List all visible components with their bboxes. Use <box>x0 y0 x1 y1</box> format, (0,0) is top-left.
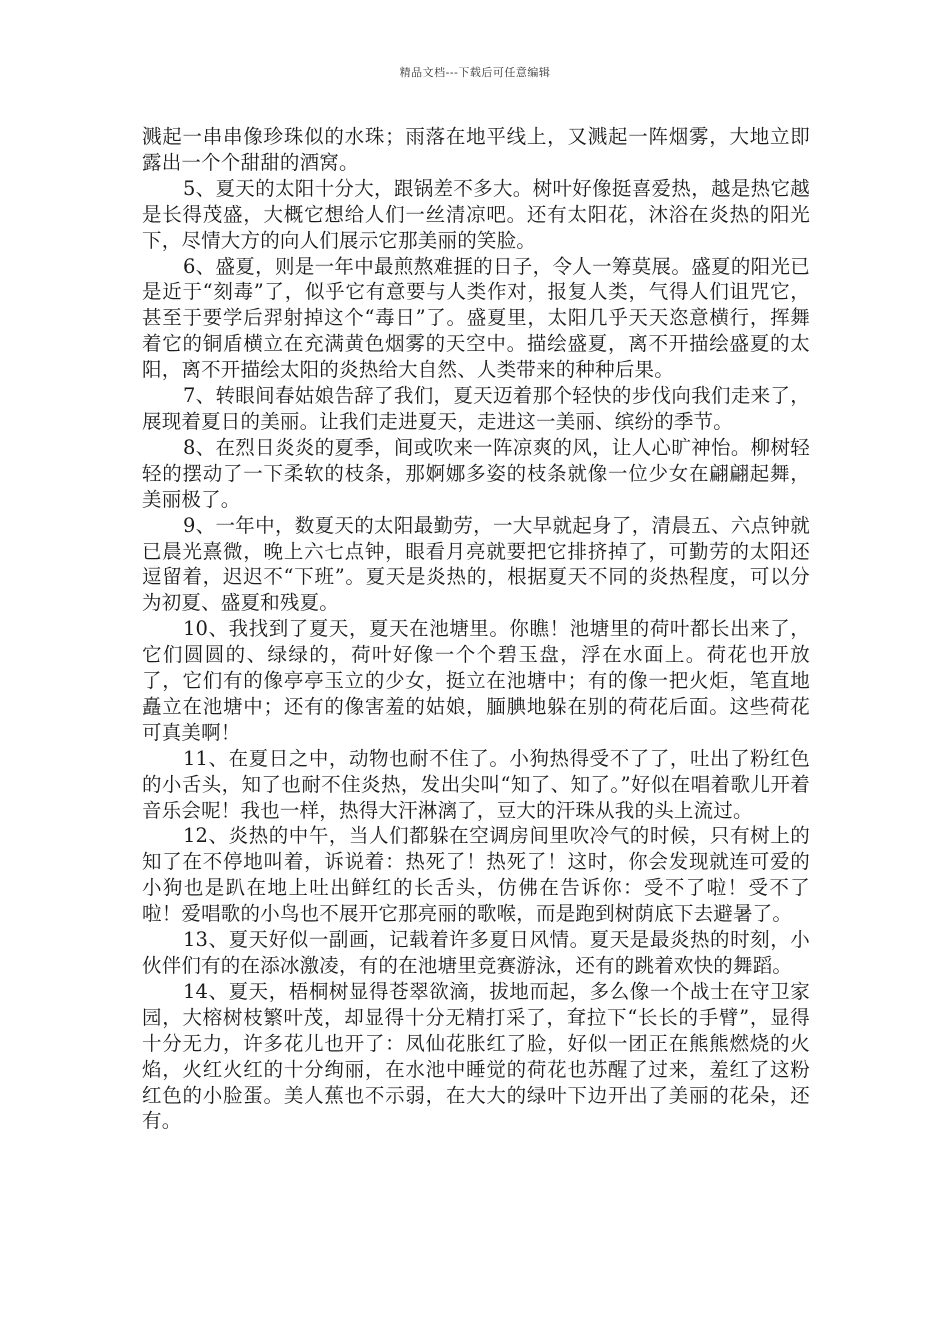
paragraph-8: 8、在烈日炎炎的夏季，间或吹来一阵凉爽的风，让人心旷神怡。柳树轻轻的摆动了一下柔软的枝条，那婀娜多姿的枝条就像一位少女在翩翩起舞，美丽极了。 <box>142 435 810 511</box>
paragraph-14: 14、夏天，梧桐树显得苍翠欲滴，拔地而起，多么像一个战士在守卫家园，大榕树枝繁叶茂，却显得十分无精打采了，耷拉下“长长的手臂”，显得十分无力，许多花儿也开了：凤仙花胀红了脸，好似一团正在熊熊燃烧的火焰，火红火红的十分绚丽，在水池中睡觉的荷花也苏醒了过来，羞红了这粉红色的小脸蛋。美人蕉也不示弱，在大大的绿叶下边开出了美丽的花朵，还有。 <box>142 979 810 1133</box>
paragraph-9: 9、一年中，数夏天的太阳最勤劳，一大早就起身了，清晨五、六点钟就已晨光熹微，晚上六七点钟，眼看月亮就要把它排挤掉了，可勤劳的太阳还逗留着，迟迟不“下班”。夏天是炎热的，根据夏天不同的炎热程度，可以分为初夏、盛夏和残夏。 <box>142 513 810 615</box>
paragraph-11: 11、在夏日之中，动物也耐不住了。小狗热得受不了了，吐出了粉红色的小舌头，知了也耐不住炎热，发出尖叫“知了、知了。”好似在唱着歌儿开着音乐会呢！我也一样，热得大汗淋漓了，豆大的汗珠从我的头上流过。 <box>142 746 810 822</box>
paragraph-6: 6、盛夏，则是一年中最煎熬难捱的日子，令人一筹莫展。盛夏的阳光已是近于“刻毒”了，似乎它有意要与人类作对，报复人类，气得人们诅咒它，甚至于要学后羿射掉这个“毒日”了。盛夏里，太阳几乎天天恣意横行，挥舞着它的铜盾横立在充满黄色烟雾的天空中。描绘盛夏，离不开描绘盛夏的太阳，离不开描绘太阳的炎热给大自然、人类带来的种种后果。 <box>142 254 810 382</box>
paragraph-5: 5、夏天的太阳十分大，跟锅差不多大。树叶好像挺喜爱热，越是热它越是长得茂盛，大概它想给人们一丝清凉吧。还有太阳花，沐浴在炎热的阳光下，尽情大方的向人们展示它那美丽的笑脸。 <box>142 176 810 252</box>
paragraph-12: 12、炎热的中午，当人们都躲在空调房间里吹冷气的时候，只有树上的知了在不停地叫着，诉说着：热死了！热死了！这时，你会发现就连可爱的小狗也是趴在地上吐出鲜红的长舌头，仿佛在告诉你：受不了啦！受不了啦！爱唱歌的小鸟也不展开它那亮丽的歌喉，而是跑到树荫底下去避暑了。 <box>142 824 810 926</box>
paragraph-7: 7、转眼间春姑娘告辞了我们，夏天迈着那个轻快的步伐向我们走来了，展现着夏日的美丽。让我们走进夏天，走进这一美丽、缤纷的季节。 <box>142 384 810 433</box>
paragraph-continued: 溅起一串串像珍珠似的水珠；雨落在地平线上，又溅起一阵烟雾，大地立即露出一个个甜甜的酒窝。 <box>142 125 810 174</box>
paragraph-10: 10、我找到了夏天，夏天在池塘里。你瞧！池塘里的荷叶都长出来了，它们圆圆的、绿绿的，荷叶好像一个个碧玉盘，浮在水面上。荷花也开放了，它们有的像亭亭玉立的少女，挺立在池塘中；有的像一把火炬，笔直地矗立在池塘中；还有的像害羞的姑娘，腼腆地躲在别的荷花后面。这些荷花可真美啊！ <box>142 617 810 744</box>
paragraph-13: 13、夏天好似一副画，记载着许多夏日风情。夏天是最炎热的时刻，小伙伴们有的在添冰激凌，有的在池塘里竞赛游泳，还有的跳着欢快的舞蹈。 <box>142 928 810 977</box>
page-header: 精品文档---下载后可任意编辑 <box>399 66 551 79</box>
document-body <box>142 124 810 1134</box>
